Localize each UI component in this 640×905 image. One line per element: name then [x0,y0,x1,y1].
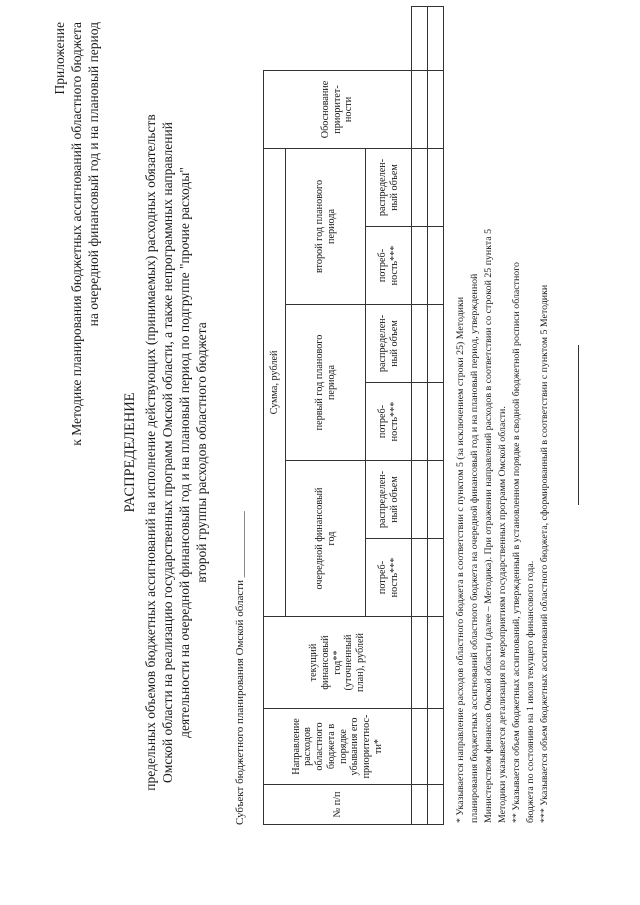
header-cell-need: потреб- ность*** [366,383,412,461]
table-cell [412,70,428,148]
allocation-table [263,6,444,825]
closing-rule [578,345,579,505]
header-cell-need: потреб- ность*** [366,227,412,305]
footnote-line-6: бюджета по состоянию на 1 июля текущего финансового года. [525,560,536,823]
table-cell [412,6,428,70]
header-cell-allocated: распределен- ный объем [366,148,412,226]
table-cell [428,305,444,383]
table-cell [428,148,444,226]
table-cell [428,709,444,785]
appendix-label: Приложение [52,22,67,95]
footnote-line-3: Министерством финансов Омской области (далее – Методика). При отражении направлений расходов в соответствии со строкой 25 пункта 5 [483,228,494,823]
footnote-line-5: ** Указывается объем бюджетных ассигнований, утвержденный в установленном порядке в сводной бюджетной росписи областного [511,262,522,823]
table-cell [412,709,428,785]
document-title-line-3: деятельности на очередной финансовый год и на плановый период по подгруппе "прочие расходы" [177,167,192,738]
table-cell [412,148,428,226]
header-cell-first-planning-year: первый год планового периода [286,305,366,461]
table-cell [428,539,444,617]
header-cell-justification: Обоснование приоритет- ности [264,70,412,148]
table-cell [412,785,428,825]
table-cell [428,461,444,539]
header-cell-allocated: распределен- ный объем [366,305,412,383]
footnote-line-2: планирования бюджетных ассигнований областного бюджета на очередной финансовый год и на плановый период, утвержденной [469,273,480,823]
header-cell-allocated: распределен- ный объем [366,461,412,539]
table-cell [428,785,444,825]
header-cell-next-fiscal-year: очередной финансовый год [286,461,366,617]
table-cell [428,70,444,148]
document-title-line-4: второй группы расходов областного бюджета [194,322,209,583]
table-cell [428,6,444,70]
footnote-line-1: * Указывается направление расходов областного бюджета в соответствии с пунктом 5 (за исключением строки 25) Методики [455,296,466,823]
header-cell-current-year: текущий финансовый год** (уточненный план), рублей [264,617,412,709]
header-cell-number: № п/п [264,785,412,825]
table-cell [428,227,444,305]
header-cell-direction: Направление расходов областного бюджета в порядке убывания его приоритетнос- ти* [264,709,412,785]
document-title-line-2: Омской области на реализацию государственных программ Омской области, а также непрограммных направлений [160,122,175,783]
header-cell-second-planning-year: второй год планового периода [286,148,366,304]
appendix-reference-line-1: к Методике планирования бюджетных ассигнований областного бюджета [69,22,84,446]
table-cell [428,617,444,709]
table-row [412,6,428,824]
document-heading: РАСПРЕДЕЛЕНИЕ [122,392,138,513]
document-title-line-1: предельных объемов бюджетных ассигнований на исполнение действующих (принимаемых) расходных обязательств [143,114,158,791]
table-cell [412,305,428,383]
appendix-reference-line-2: на очередной финансовый год и на плановый период [86,22,101,327]
table-row [428,6,444,824]
table-cell [412,227,428,305]
table-cell [412,461,428,539]
header-cell-need: потреб- ность*** [366,539,412,617]
table-cell [412,383,428,461]
table-cell [412,539,428,617]
table-cell [412,617,428,709]
table-cell [428,383,444,461]
footnote-line-4: Методики указывается детализация по мероприятиям государственных программ Омской области. [497,406,508,823]
footnote-line-7: *** Указывается объем бюджетных ассигнований областного бюджета, сформированный в соответствии с пунктом 5 Методики [539,284,550,823]
header-cell-sum: Сумма, рублей [264,148,286,616]
budget-planning-subject: Субъект бюджетного планирования Омской области ____________ [234,511,246,825]
